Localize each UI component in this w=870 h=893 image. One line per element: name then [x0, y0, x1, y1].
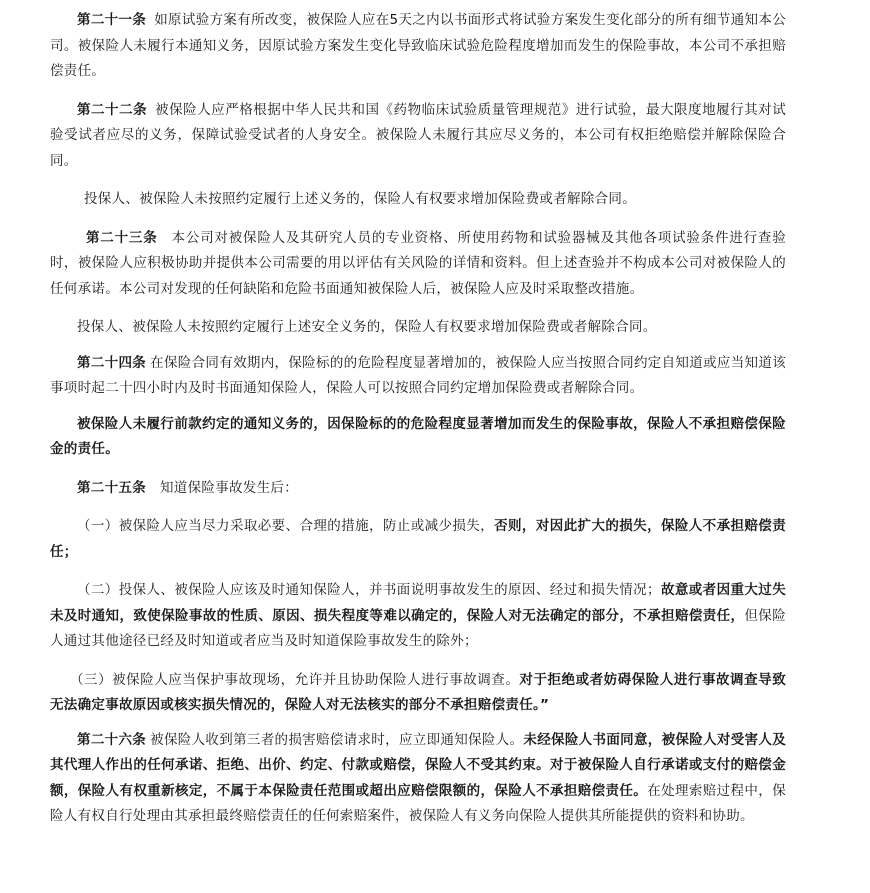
- article-26-normal-tail: 在处理索赔过程中，保险人有权自行处理由其承担最终赔偿责任的任何索赔案件，被保险人有义务向保险人提供其所能提供的资料和协助。: [50, 782, 786, 824]
- item-1-bold: 否则，对因此扩大的损失，保险人不承担赔偿责任；: [50, 518, 786, 560]
- article-22-text: 被保险人应严格根据中华人民共和国《药物临床试验质量管理规范》进行试验，最大限度地履行其对试验受试者应尽的义务，保障试验受试者的人身安全。被保险人未履行其应尽义务的，本公司有权拒绝赔偿并解除保险合同。: [50, 101, 787, 169]
- article-24: [50, 351, 786, 402]
- item-2-normal-tail: 但保险人通过其他途径已经及时知道或者应当及时知道保险事故发生的除外；: [50, 607, 786, 649]
- article-21-heading: 第二十一条: [77, 12, 147, 28]
- article-25-text: 知道保险事故发生后：: [160, 479, 298, 496]
- item-2-normal: （二）投保人、被保险人应该及时通知保险人，并书面说明事故发生的原因、经过和损失情况；: [77, 582, 661, 598]
- item-3-bold: 对于拒绝或者妨碍保险人进行事故调查导致无法确定事故原因或核实损失情况的，保险人对无法核实的部分不承担赔偿责任。”: [50, 671, 786, 713]
- article-26-normal: 被保险人收到第三者的损害赔偿请求时，应立即通知保险人。: [150, 731, 524, 748]
- article-23-supplement: 投保人、被保险人未按照约定履行上述安全义务的，保险人有权要求增加保险费或者解除合同。: [77, 319, 657, 335]
- article-22-supplement: 投保人、被保险人未按照约定履行上述义务的，保险人有权要求增加保险费或者解除合同。: [84, 191, 636, 207]
- article-24-text: 在保险合同有效期内，保险标的的危险程度显著增加的，被保险人应当按照合同约定自知道或应当知道该事项时起二十四小时内及时书面通知保险人，保险人可以按照合同约定增加保险费或者解除合同。: [50, 354, 786, 396]
- article-25-heading: 第二十五条: [77, 479, 146, 496]
- article-21-text: 如原试验方案有所改变，被保险人应在5天之内以书面形式将试验方案发生变化部分的所有细节通知本公司。被保险人未履行本通知义务，因原试验方案发生变化导致临床试验危险程度增加而发生的保险事故，本公司不承担赔偿责任。: [50, 12, 787, 79]
- article-21: [50, 8, 786, 85]
- article-22-heading: 第二十二条: [77, 101, 148, 118]
- article-26: [50, 728, 786, 830]
- article-26-bold: 未经保险人书面同意，被保险人对受害人及其代理人作出的任何承诺、拒绝、出价、约定、付款或赔偿，保险人不受其约束。对于被保险人自行承诺或支付的赔偿金额，保险人有权重新核定，不属于本保险责任范围或超出应赔偿限额的，保险人不承担赔偿责任。: [50, 731, 787, 799]
- article-24-bold-clause: 被保险人未履行前款约定的通知义务的，因保险标的的危险程度显著增加而发生的保险事故，保险人不承担赔偿保险金的责任。: [50, 415, 786, 457]
- item-2-bold: 故意或者因重大过失未及时通知，致使保险事故的性质、原因、损失程度等难以确定的，保险人对无法确定的部分，不承担赔偿责任，: [50, 582, 786, 624]
- article-23-heading: 第二十三条: [86, 229, 158, 246]
- article-24-heading: 第二十四条: [77, 354, 147, 371]
- article-25-item-3: [50, 668, 786, 719]
- article-25: [50, 476, 786, 502]
- article-23: [50, 226, 786, 303]
- article-23-text: 本公司对被保险人及其研究人员的专业资格、所使用药物和试验器械及其他各项试验条件进行查验时，被保险人应积极协助并提供本公司需要的用以评估有关风险的详情和资料。但上述查验并不构成本公司对被保险人的任何承诺。本公司对发现的任何缺陷和危险书面通知被保险人后，被保险人应及时采取整改措施。: [50, 229, 786, 297]
- article-25-item-2: [50, 578, 786, 655]
- article-26-heading: 第二十六条: [77, 731, 147, 748]
- item-3-normal: （三）被保险人应当保护事故现场，允许并且协助保险人进行事故调查。: [70, 671, 520, 688]
- article-25-item-1: [50, 514, 786, 565]
- item-1-normal: （一）被保险人应当尽力采取必要、合理的措施，防止或减少损失，: [77, 518, 495, 534]
- article-22: [50, 98, 786, 175]
